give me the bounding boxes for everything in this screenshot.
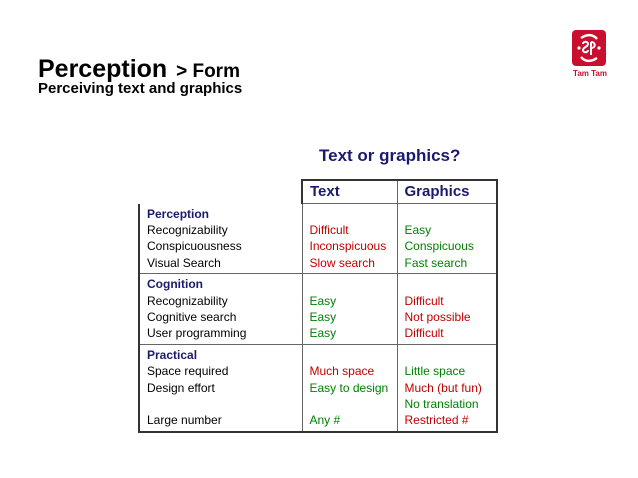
section-title: Cognition <box>139 274 302 293</box>
text-value: Slow search <box>302 255 397 274</box>
table-row <box>139 309 497 325</box>
table-row <box>139 293 497 309</box>
criterion-label <box>139 396 302 412</box>
section-spacer-cell <box>302 344 397 363</box>
graphics-value: Fast search <box>397 255 497 274</box>
table-heading: Text or graphics? <box>319 146 461 165</box>
criterion-label: User programming <box>139 325 302 344</box>
criterion-label: Design effort <box>139 380 302 396</box>
table-row <box>139 222 497 238</box>
table-row <box>139 255 497 274</box>
graphics-value: Restricted # <box>397 412 497 431</box>
table-row <box>139 380 497 396</box>
graphics-value: Difficult <box>397 325 497 344</box>
graphics-value: Conspicuous <box>397 238 497 254</box>
tamtam-logo <box>572 30 608 80</box>
text-value: Easy to design <box>302 380 397 396</box>
criterion-label: Large number <box>139 412 302 431</box>
table-body <box>139 204 497 432</box>
text-value: Any # <box>302 412 397 431</box>
graphics-value: No translation <box>397 396 497 412</box>
column-header-text: Text <box>302 180 397 204</box>
comparison-table <box>138 179 498 433</box>
section-spacer-cell <box>397 344 497 363</box>
title-breadcrumb: > Form <box>176 61 240 82</box>
graphics-value: Little space <box>397 363 497 379</box>
graphics-value: Much (but fun) <box>397 380 497 396</box>
section-spacer-cell <box>397 204 497 222</box>
table-row <box>139 363 497 379</box>
page-subtitle: Perceiving text and graphics <box>38 80 243 97</box>
graphics-value: Difficult <box>397 293 497 309</box>
section-header-row <box>139 274 497 293</box>
criterion-label: Recognizability <box>139 293 302 309</box>
table-row <box>139 325 497 344</box>
table-row <box>139 396 497 412</box>
criterion-label: Space required <box>139 363 302 379</box>
criterion-label: Cognitive search <box>139 309 302 325</box>
criterion-label: Conspicuousness <box>139 238 302 254</box>
section-spacer-cell <box>302 274 397 293</box>
section-header-row <box>139 204 497 222</box>
logo-caption: Tam Tam <box>573 69 607 78</box>
header-row <box>139 180 497 204</box>
text-value: Inconspicuous <box>302 238 397 254</box>
logo-mark <box>572 30 606 66</box>
section-spacer-cell <box>397 274 497 293</box>
section-title: Perception <box>139 204 302 222</box>
table-row <box>139 238 497 254</box>
title-main: Perception <box>38 55 168 83</box>
text-value: Easy <box>302 309 397 325</box>
text-value <box>302 396 397 412</box>
text-value: Difficult <box>302 222 397 238</box>
section-spacer-cell <box>302 204 397 222</box>
logo-glyph-icon <box>572 30 606 66</box>
section-header-row <box>139 344 497 363</box>
text-value: Easy <box>302 293 397 309</box>
graphics-value: Not possible <box>397 309 497 325</box>
text-value: Easy <box>302 325 397 344</box>
graphics-value: Easy <box>397 222 497 238</box>
section-title: Practical <box>139 344 302 363</box>
table-row <box>139 412 497 431</box>
criterion-label: Recognizability <box>139 222 302 238</box>
criterion-label: Visual Search <box>139 255 302 274</box>
text-value: Much space <box>302 363 397 379</box>
header-blank-cell <box>139 180 302 204</box>
column-header-graphics: Graphics <box>397 180 497 204</box>
